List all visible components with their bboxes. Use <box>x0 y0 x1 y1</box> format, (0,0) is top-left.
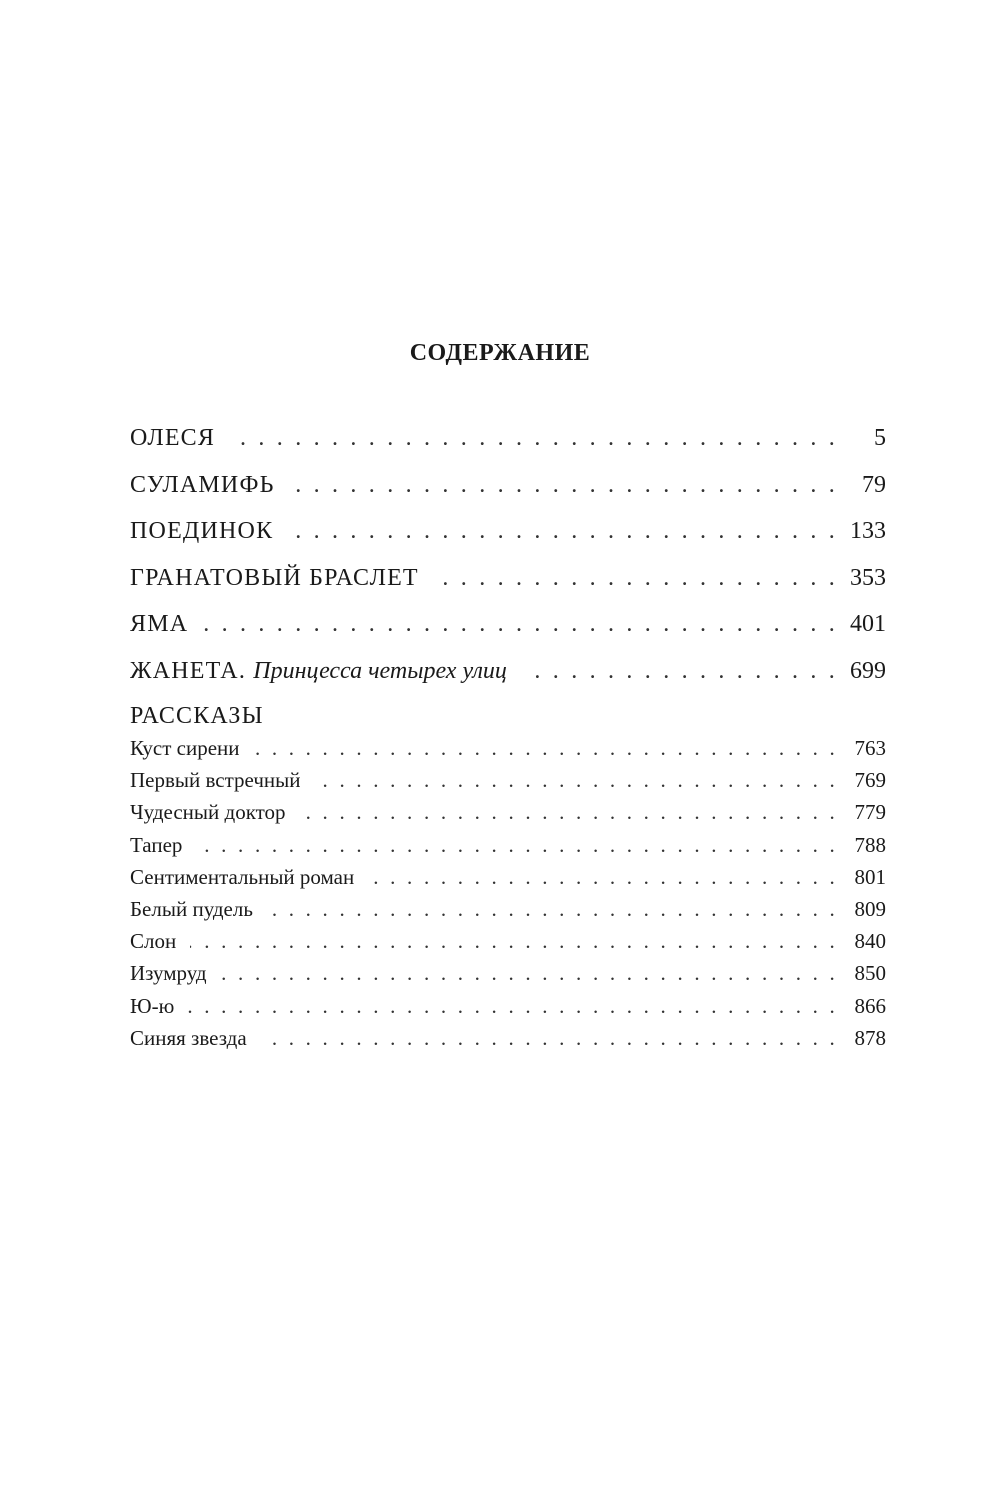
table-of-contents <box>130 420 886 1055</box>
toc-entry-zhaneta[interactable] <box>130 653 886 700</box>
toc-story-title: Белый пудель <box>130 896 253 921</box>
dot-leader <box>229 420 838 456</box>
toc-entry-poedinok[interactable] <box>130 513 886 560</box>
dot-leader <box>190 926 838 956</box>
toc-entry-title: ОЛЕСЯ <box>130 425 216 451</box>
toc-story-page: 809 <box>854 896 886 921</box>
toc-entry-title: ПОЕДИНОК <box>130 518 274 544</box>
page-title: СОДЕРЖАНИЕ <box>409 340 591 366</box>
toc-story-page: 840 <box>854 929 886 954</box>
toc-story-title: Ю-ю <box>130 993 175 1018</box>
dot-leader <box>221 958 838 988</box>
toc-story-page: 878 <box>854 1025 886 1050</box>
toc-story-title: Первый встречный <box>130 768 301 793</box>
toc-story-entry[interactable] <box>130 765 886 797</box>
toc-story-title: Сентиментальный роман <box>130 864 355 889</box>
toc-entry-olesya[interactable] <box>130 420 886 467</box>
toc-entry-title: ГРАНАТОВЫЙ БРАСЛЕТ <box>130 564 419 591</box>
toc-story-page: 779 <box>854 800 886 825</box>
toc-story-entry[interactable] <box>130 958 886 990</box>
toc-story-entry[interactable] <box>130 1023 886 1055</box>
toc-story-entry[interactable] <box>130 797 886 829</box>
toc-story-title: Куст сирени <box>130 736 240 760</box>
toc-entry-main-title: ЖАНЕТА. <box>130 657 247 684</box>
toc-entry-title <box>130 653 507 689</box>
dot-leader <box>254 733 838 763</box>
toc-entry-granatovy-braslet[interactable] <box>130 560 886 607</box>
toc-story-entry[interactable] <box>130 926 886 958</box>
toc-entry-yama[interactable] <box>130 606 886 653</box>
dot-leader <box>368 862 838 892</box>
toc-entry-page: 353 <box>850 564 886 591</box>
toc-entry-page: 79 <box>862 471 886 498</box>
toc-entry-page: 699 <box>850 657 886 684</box>
toc-entry-subtitle: Принцесса четырех улиц <box>253 657 507 684</box>
dot-leader <box>433 560 838 596</box>
toc-story-page: 801 <box>854 864 886 889</box>
toc-story-entry[interactable] <box>130 862 886 894</box>
toc-entry-page: 5 <box>874 425 886 451</box>
dot-leader <box>261 1023 838 1053</box>
toc-entry-page: 401 <box>850 611 886 637</box>
stories-section-heading: РАССКАЗЫ <box>130 703 264 729</box>
toc-story-entry[interactable] <box>130 894 886 926</box>
toc-entry-title: ЯМА <box>130 611 189 637</box>
toc-story-title: Изумруд <box>130 961 207 986</box>
toc-entry-sulamif[interactable] <box>130 467 886 514</box>
dot-leader <box>521 653 838 689</box>
dot-leader <box>287 513 838 549</box>
dot-leader <box>196 830 838 860</box>
dot-leader <box>315 765 839 795</box>
toc-story-page: 769 <box>854 768 886 793</box>
toc-story-page: 763 <box>854 736 886 760</box>
toc-story-page: 788 <box>854 832 886 857</box>
toc-story-entry[interactable] <box>130 733 886 765</box>
toc-story-title: Чудесный доктор <box>130 800 286 825</box>
dot-leader <box>188 991 838 1021</box>
toc-story-page: 850 <box>854 961 886 986</box>
dot-leader <box>267 894 838 924</box>
toc-story-page: 866 <box>854 993 886 1018</box>
toc-entry-title: СУЛАМИФЬ <box>130 471 275 498</box>
dot-leader <box>300 797 838 827</box>
toc-story-title: Слон <box>130 929 177 954</box>
toc-entry-page: 133 <box>850 518 886 544</box>
toc-story-entry[interactable] <box>130 830 886 862</box>
toc-story-title: Синяя звезда <box>130 1025 247 1050</box>
toc-story-entry[interactable] <box>130 991 886 1023</box>
dot-leader <box>202 606 838 642</box>
dot-leader <box>289 467 838 503</box>
toc-story-title: Тапер <box>130 832 183 857</box>
